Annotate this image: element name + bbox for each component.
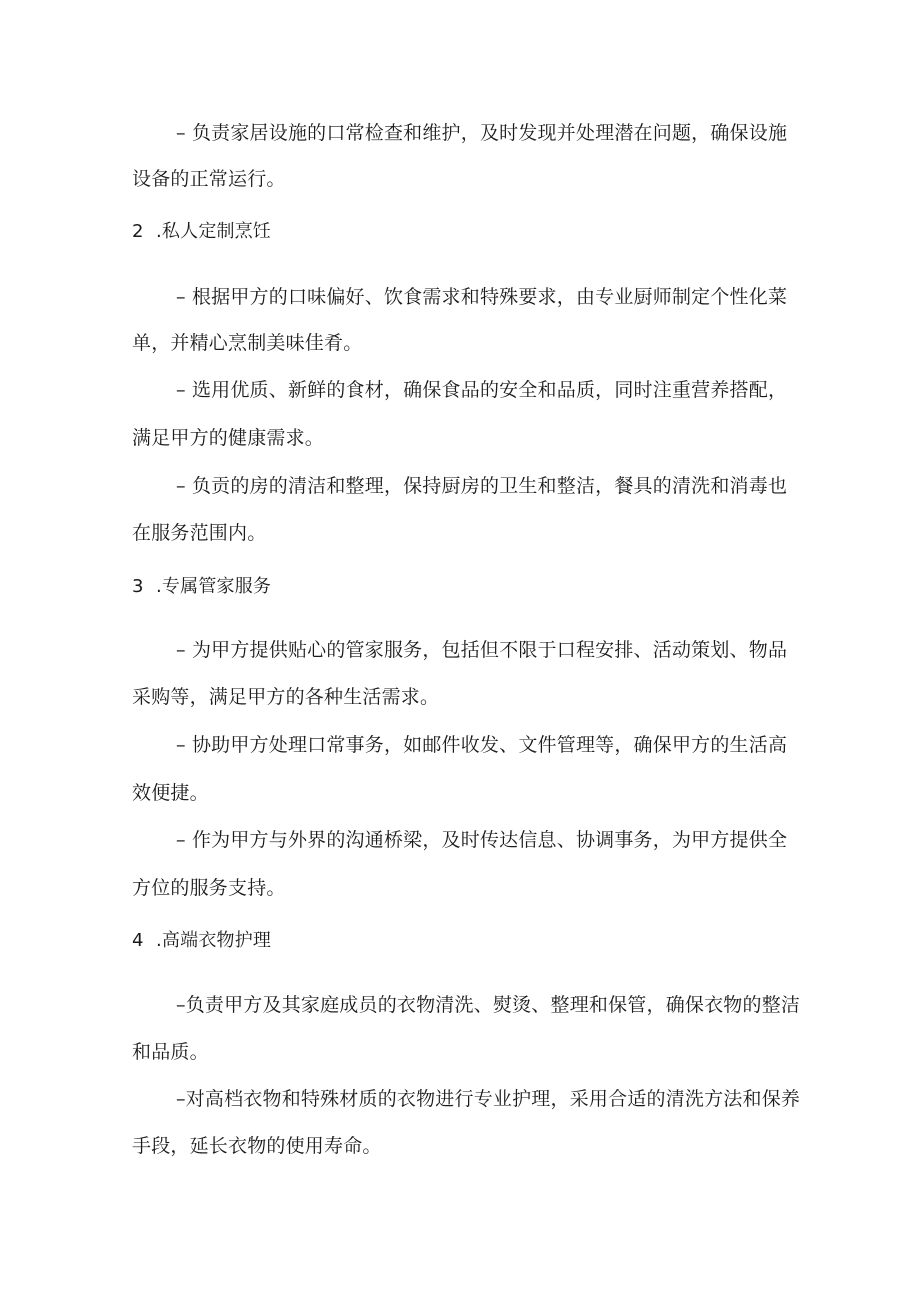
paragraph-line: – 负责家居设施的口常检查和维护，及时发现并处理潜在问题，确保设施	[176, 122, 788, 144]
paragraph-line: – 协助甲方处理口常事务，如邮件收发、文件管理等，确保甲方的生活高	[176, 734, 788, 756]
section-number: 4	[132, 930, 144, 951]
paragraph-line: 在服务范围内。	[132, 522, 267, 544]
section-number: 3	[132, 576, 144, 597]
paragraph-line: 单，并精心烹制美味佳肴。	[132, 332, 363, 354]
paragraph-line: 设备的正常运行。	[132, 168, 286, 190]
paragraph-line: –负责甲方及其家庭成员的衣物清洗、熨烫、整理和保管，确保衣物的整洁	[176, 994, 801, 1016]
paragraph-line: 手段，延长衣物的使用寿命。	[132, 1135, 382, 1157]
paragraph-line: – 作为甲方与外界的沟通桥梁，及时传达信息、协调事务，为甲方提供全	[176, 829, 788, 851]
paragraph-line: 采购等，满足甲方的各种生活需求。	[132, 686, 440, 708]
paragraph-line: – 为甲方提供贴心的管家服务，包括但不限于口程安排、活动策划、物品	[176, 639, 788, 661]
paragraph-line: 方位的服务支持。	[132, 877, 286, 899]
paragraph-line: – 根据甲方的口味偏好、饮食需求和特殊要求，由专业厨师制定个性化菜	[176, 286, 788, 308]
paragraph-line: –对高档衣物和特殊材质的衣物进行专业护理，采用合适的清洗方法和保养	[176, 1088, 801, 1110]
paragraph-line: 满足甲方的健康需求。	[132, 427, 325, 449]
section-heading-3	[132, 575, 792, 599]
section-heading-4	[132, 929, 792, 953]
section-title: .专属管家服务	[156, 576, 272, 597]
section-title: .高端衣物护理	[156, 930, 272, 951]
section-number: 2	[132, 221, 144, 242]
paragraph-line: 和品质。	[132, 1041, 209, 1063]
section-title: .私人定制烹饪	[156, 221, 272, 242]
paragraph-line: 效便捷。	[132, 782, 209, 804]
paragraph-line: – 选用优质、新鲜的食材，确保食品的安全和品质，同时注重营养搭配，	[176, 379, 788, 401]
paragraph-line: – 负贡的房的清洁和整理，保持厨房的卫生和整洁，餐具的清洗和消毒也	[176, 475, 788, 497]
section-heading-2	[132, 220, 792, 244]
